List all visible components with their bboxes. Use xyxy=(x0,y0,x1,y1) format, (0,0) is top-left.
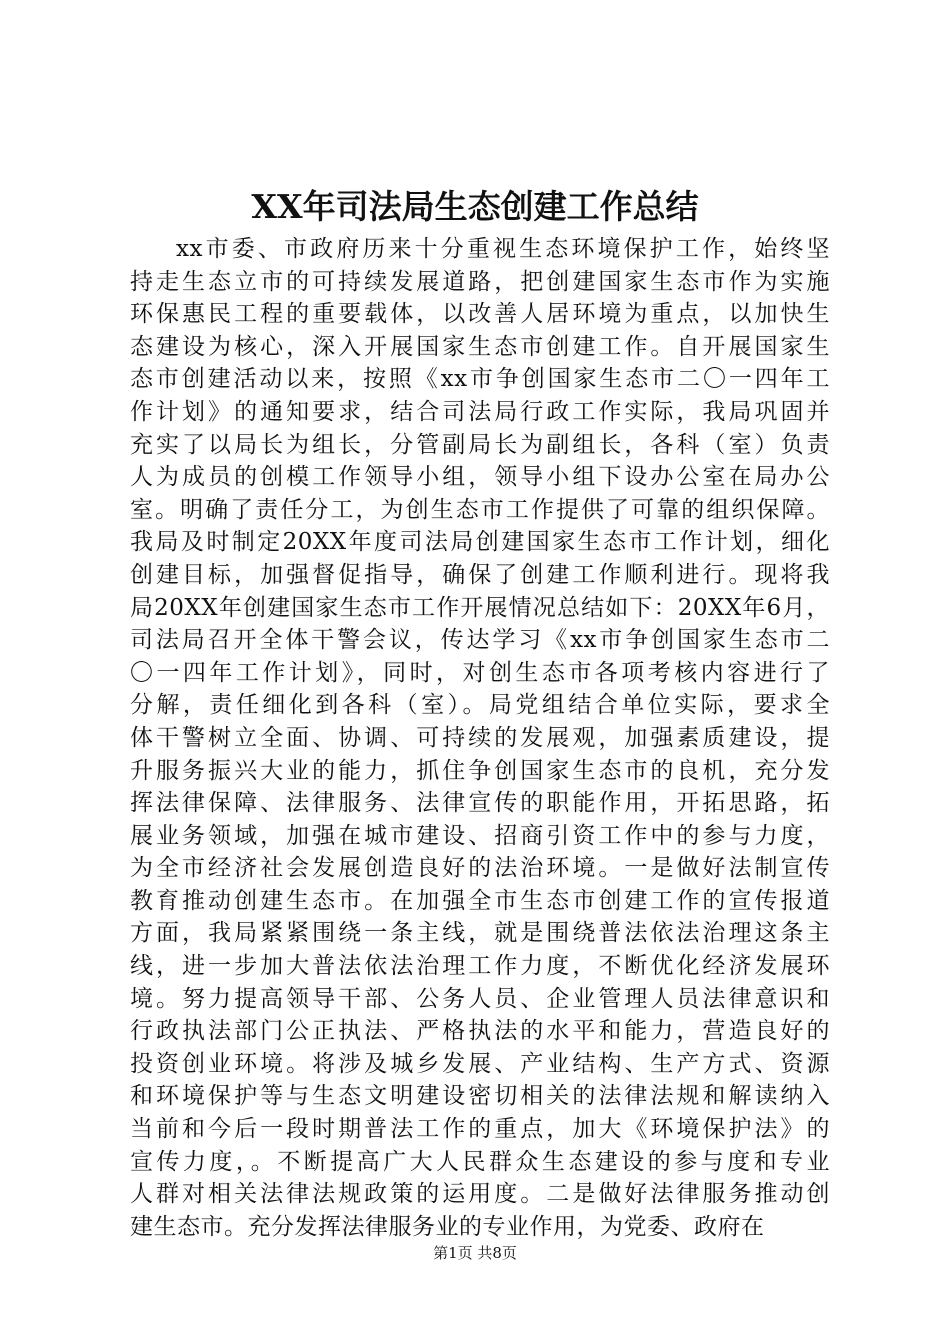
body-line: 司法局召开全体干警会议，传达学习《xx市争创国家生态市二 xyxy=(130,627,830,654)
body-line: 人群对相关法律法规政策的运用度。二是做好法律服务推动创 xyxy=(130,1181,830,1208)
body-line: 室。明确了责任分工，为创生态市工作提供了可靠的组织保障。 xyxy=(130,496,830,523)
body-line: 〇一四年工作计划》，同时，对创生态市各项考核内容进行了 xyxy=(130,659,830,686)
body-line: 境。努力提高领导干部、公务人员、企业管理人员法律意识和 xyxy=(130,985,830,1012)
body-line: 建生态市。充分发挥法律服务业的专业作用，为党委、政府在 xyxy=(130,1213,765,1240)
body-line: 挥法律保障、法律服务、法律宣传的职能作用，开拓思路，拓 xyxy=(130,790,830,817)
body-line: 态建设为核心，深入开展国家生态市创建工作。自开展国家生 xyxy=(130,333,830,360)
page-footer: 第1页 共8页 xyxy=(433,1244,517,1262)
body-line: 持走生态立市的可持续发展道路，把创建国家生态市作为实施 xyxy=(130,268,830,295)
body-line: 和环境保护等与生态文明建设密切相关的法律法规和解读纳入 xyxy=(130,1083,830,1110)
body-line: 方面，我局紧紧围绕一条主线，就是围绕普法依法治理这条主 xyxy=(130,920,830,947)
body-line: 人为成员的创模工作领导小组，领导小组下设办公室在局办公 xyxy=(130,464,830,491)
body-line: 线，进一步加大普法依法治理工作力度，不断优化经济发展环 xyxy=(130,953,830,980)
document-body xyxy=(130,233,830,1243)
body-line: 作计划》的通知要求，结合司法局行政工作实际，我局巩固并 xyxy=(130,398,830,425)
body-line: 局20XX年创建国家生态市工作开展情况总结如下：20XX年6月， xyxy=(130,594,830,621)
body-line: 为全市经济社会发展创造良好的法治环境。一是做好法制宣传 xyxy=(130,855,830,882)
body-line: 展业务领域，加强在城市建设、招商引资工作中的参与力度， xyxy=(130,822,830,849)
body-line: 宣传力度，。不断提高广大人民群众生态建设的参与度和专业 xyxy=(130,1148,830,1175)
body-line: 升服务振兴大业的能力，抓住争创国家生态市的良机，充分发 xyxy=(130,757,830,784)
body-line: 分解，责任细化到各科（室）。局党组结合单位实际，要求全 xyxy=(130,692,830,719)
document-title: XX年司法局生态创建工作总结 xyxy=(251,187,699,226)
body-line: 教育推动创建生态市。在加强全市生态市创建工作的宣传报道 xyxy=(130,887,830,914)
body-line: 体干警树立全面、协调、可持续的发展观，加强素质建设，提 xyxy=(130,724,830,751)
body-line: 行政执法部门公正执法、严格执法的水平和能力，营造良好的 xyxy=(130,1018,830,1045)
body-line: 环保惠民工程的重要载体，以改善人居环境为重点，以加快生 xyxy=(130,301,830,328)
body-line: 当前和今后一段时期普法工作的重点，加大《环境保护法》的 xyxy=(130,1116,830,1143)
body-line: xx市委、市政府历来十分重视生态环境保护工作，始终坚 xyxy=(176,236,830,262)
body-line: 创建目标，加强督促指导，确保了创建工作顺利进行。现将我 xyxy=(130,561,830,588)
body-line: 我局及时制定20XX年度司法局创建国家生态市工作计划，细化 xyxy=(130,529,830,556)
body-line: 充实了以局长为组长，分管副局长为副组长，各科（室）负责 xyxy=(130,431,830,458)
body-line: 投资创业环境。将涉及城乡发展、产业结构、生产方式、资源 xyxy=(130,1050,830,1077)
body-line: 态市创建活动以来，按照《xx市争创国家生态市二〇一四年工 xyxy=(130,366,830,393)
